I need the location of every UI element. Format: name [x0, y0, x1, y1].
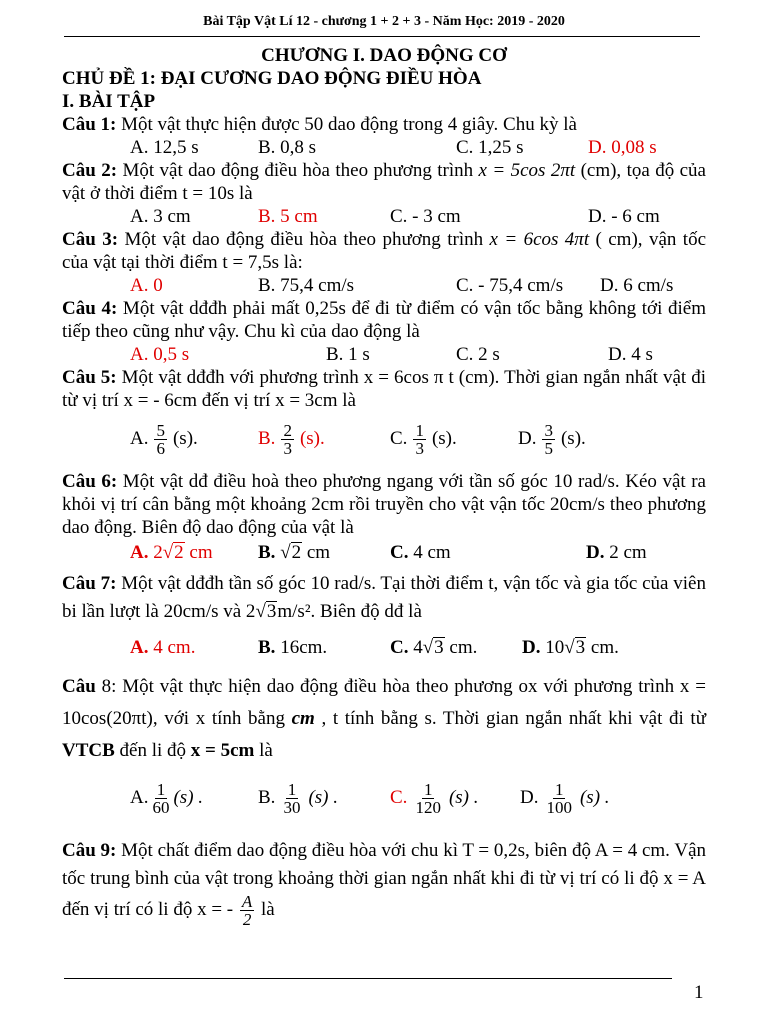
- option-d-answer: D. 0,08 s: [588, 137, 657, 158]
- option-b: B. √2 cm: [258, 542, 331, 563]
- option-b: B. 1 s: [326, 344, 370, 365]
- option-a: A. 12,5 s: [130, 137, 199, 158]
- question-1: Câu 1: Một vật thực hiện được 50 dao động trong 4 giây. Chu kỳ là: [62, 114, 577, 135]
- option-a-answer: A. 0: [130, 275, 163, 296]
- question-6-options: [62, 541, 706, 564]
- option-b: B. 0,8 s: [258, 137, 317, 158]
- option-d: D. $\frac{1}{100}$ (s) .: [520, 779, 610, 817]
- option-c: C. 2 s: [456, 344, 500, 365]
- question-6: Câu 6: Một vật dđ điều hoà theo phương ngang với tần số góc 10 rad/s. Kéo vật ra khỏi vị trí cân bằng một khoảng 2cm rồi truyền cho vật vận tốc 20cm/s theo phương dao động. Biên độ dao động của vật là: [62, 471, 706, 538]
- equation: x = 5cos 2πt: [478, 160, 576, 181]
- page-header: Bài Tập Vật Lí 12 - chương 1 + 2 + 3 - Năm Học: 2019 - 2020: [203, 14, 565, 29]
- footer-rule: [64, 978, 672, 979]
- question-9: Câu 9: Một chất điểm dao động điều hòa với chu kì T = 0,2s, biên độ A = 4 cm. Vận tốc trung bình của vật trong khoảng thời gian ngắn nhất khi đi từ vị trí có li độ x = A đến vị trí có li độ x = - $\frac{A}{2}$ là: [62, 840, 706, 929]
- option-b-answer: B. $\frac{2}{3}$ (s).: [258, 420, 325, 458]
- header-rule: [64, 36, 700, 37]
- question-5-options: [62, 412, 706, 466]
- question-3: Câu 3: Một vật dao động điều hòa theo phương trình x = 6cos 4πt ( cm), vận tốc của vật tại thời điểm t = 7,5s là:: [62, 229, 706, 273]
- question-8-options: [62, 767, 706, 829]
- option-c: C. 1,25 s: [456, 137, 524, 158]
- option-c: C. 4 cm: [390, 542, 451, 563]
- option-a-answer: A. 2√2 cm: [130, 542, 213, 563]
- option-c-answer: C. $\frac{1}{120}$ (s) .: [390, 779, 479, 817]
- option-a: A. 3 cm: [130, 206, 191, 227]
- question-4-options: [62, 343, 706, 366]
- option-d: D. 6 cm/s: [600, 275, 674, 296]
- chapter-title: CHƯƠNG I. DAO ĐỘNG CƠ: [261, 45, 507, 66]
- option-a: A. $\frac{1}{60}$ (s) .: [130, 779, 204, 817]
- question-1-options: [62, 136, 706, 159]
- option-d: D. 10√3 cm.: [522, 637, 619, 658]
- question-7: Câu 7: Một vật dđđh tần số góc 10 rad/s. Tại thời điểm t, vận tốc và gia tốc của viên bi lần lượt là 20cm/s và 2√3m/s². Biên độ dđ là: [62, 573, 706, 622]
- section-title: I. BÀI TẬP: [62, 91, 156, 112]
- option-a: A. $\frac{5}{6}$ (s).: [130, 420, 198, 458]
- option-b: B. 75,4 cm/s: [258, 275, 355, 296]
- question-2: Câu 2: Một vật dao động điều hòa theo phương trình x = 5cos 2πt (cm), tọa độ của vật ở thời điểm t = 10s là: [62, 160, 706, 204]
- question-3-options: [62, 274, 706, 297]
- option-a-answer: A. 4 cm.: [130, 637, 196, 658]
- question-8: Câu 8: Một vật thực hiện dao động điều hòa theo phương ox với phương trình x = 10cos(20πt), với x tính bằng cm , t tính bằng s. Thời gian ngắn nhất khi vật đi từ VTCB đến li độ x = 5cm là: [62, 676, 706, 761]
- option-d: D. $\frac{3}{5}$ (s).: [518, 420, 586, 458]
- option-d: D. - 6 cm: [588, 206, 660, 227]
- option-d: D. 4 s: [608, 344, 653, 365]
- topic-title: CHỦ ĐỀ 1: ĐẠI CƯƠNG DAO ĐỘNG ĐIỀU HÒA: [62, 68, 482, 89]
- option-c: C. - 75,4 cm/s: [456, 275, 564, 296]
- question-4: Câu 4: Một vật dđđh phải mất 0,25s để đi từ điểm có vận tốc bằng không tới điểm tiếp theo cũng như vậy. Chu kì của dao động là: [62, 298, 706, 342]
- question-2-options: [62, 205, 706, 228]
- option-b: B. $\frac{1}{30}$ (s) .: [258, 779, 338, 817]
- worksheet: [62, 44, 706, 928]
- option-c: C. $\frac{1}{3}$ (s).: [390, 420, 457, 458]
- option-d: D. 2 cm: [586, 542, 647, 563]
- equation: x = 6cos 4πt: [489, 229, 590, 250]
- option-b-answer: B. 5 cm: [258, 206, 318, 227]
- question-7-options: [62, 636, 706, 659]
- option-b: B. 16cm.: [258, 637, 328, 658]
- question-5: Câu 5: Một vật dđđh với phương trình x = 6cos π t (cm). Thời gian ngắn nhất vật đi từ vị trí x = - 6cm đến vị trí x = 3cm là: [62, 367, 706, 411]
- option-c: C. 4√3 cm.: [390, 637, 478, 658]
- option-c: C. - 3 cm: [390, 206, 461, 227]
- page-number: 1: [694, 982, 704, 1003]
- option-a-answer: A. 0,5 s: [130, 344, 190, 365]
